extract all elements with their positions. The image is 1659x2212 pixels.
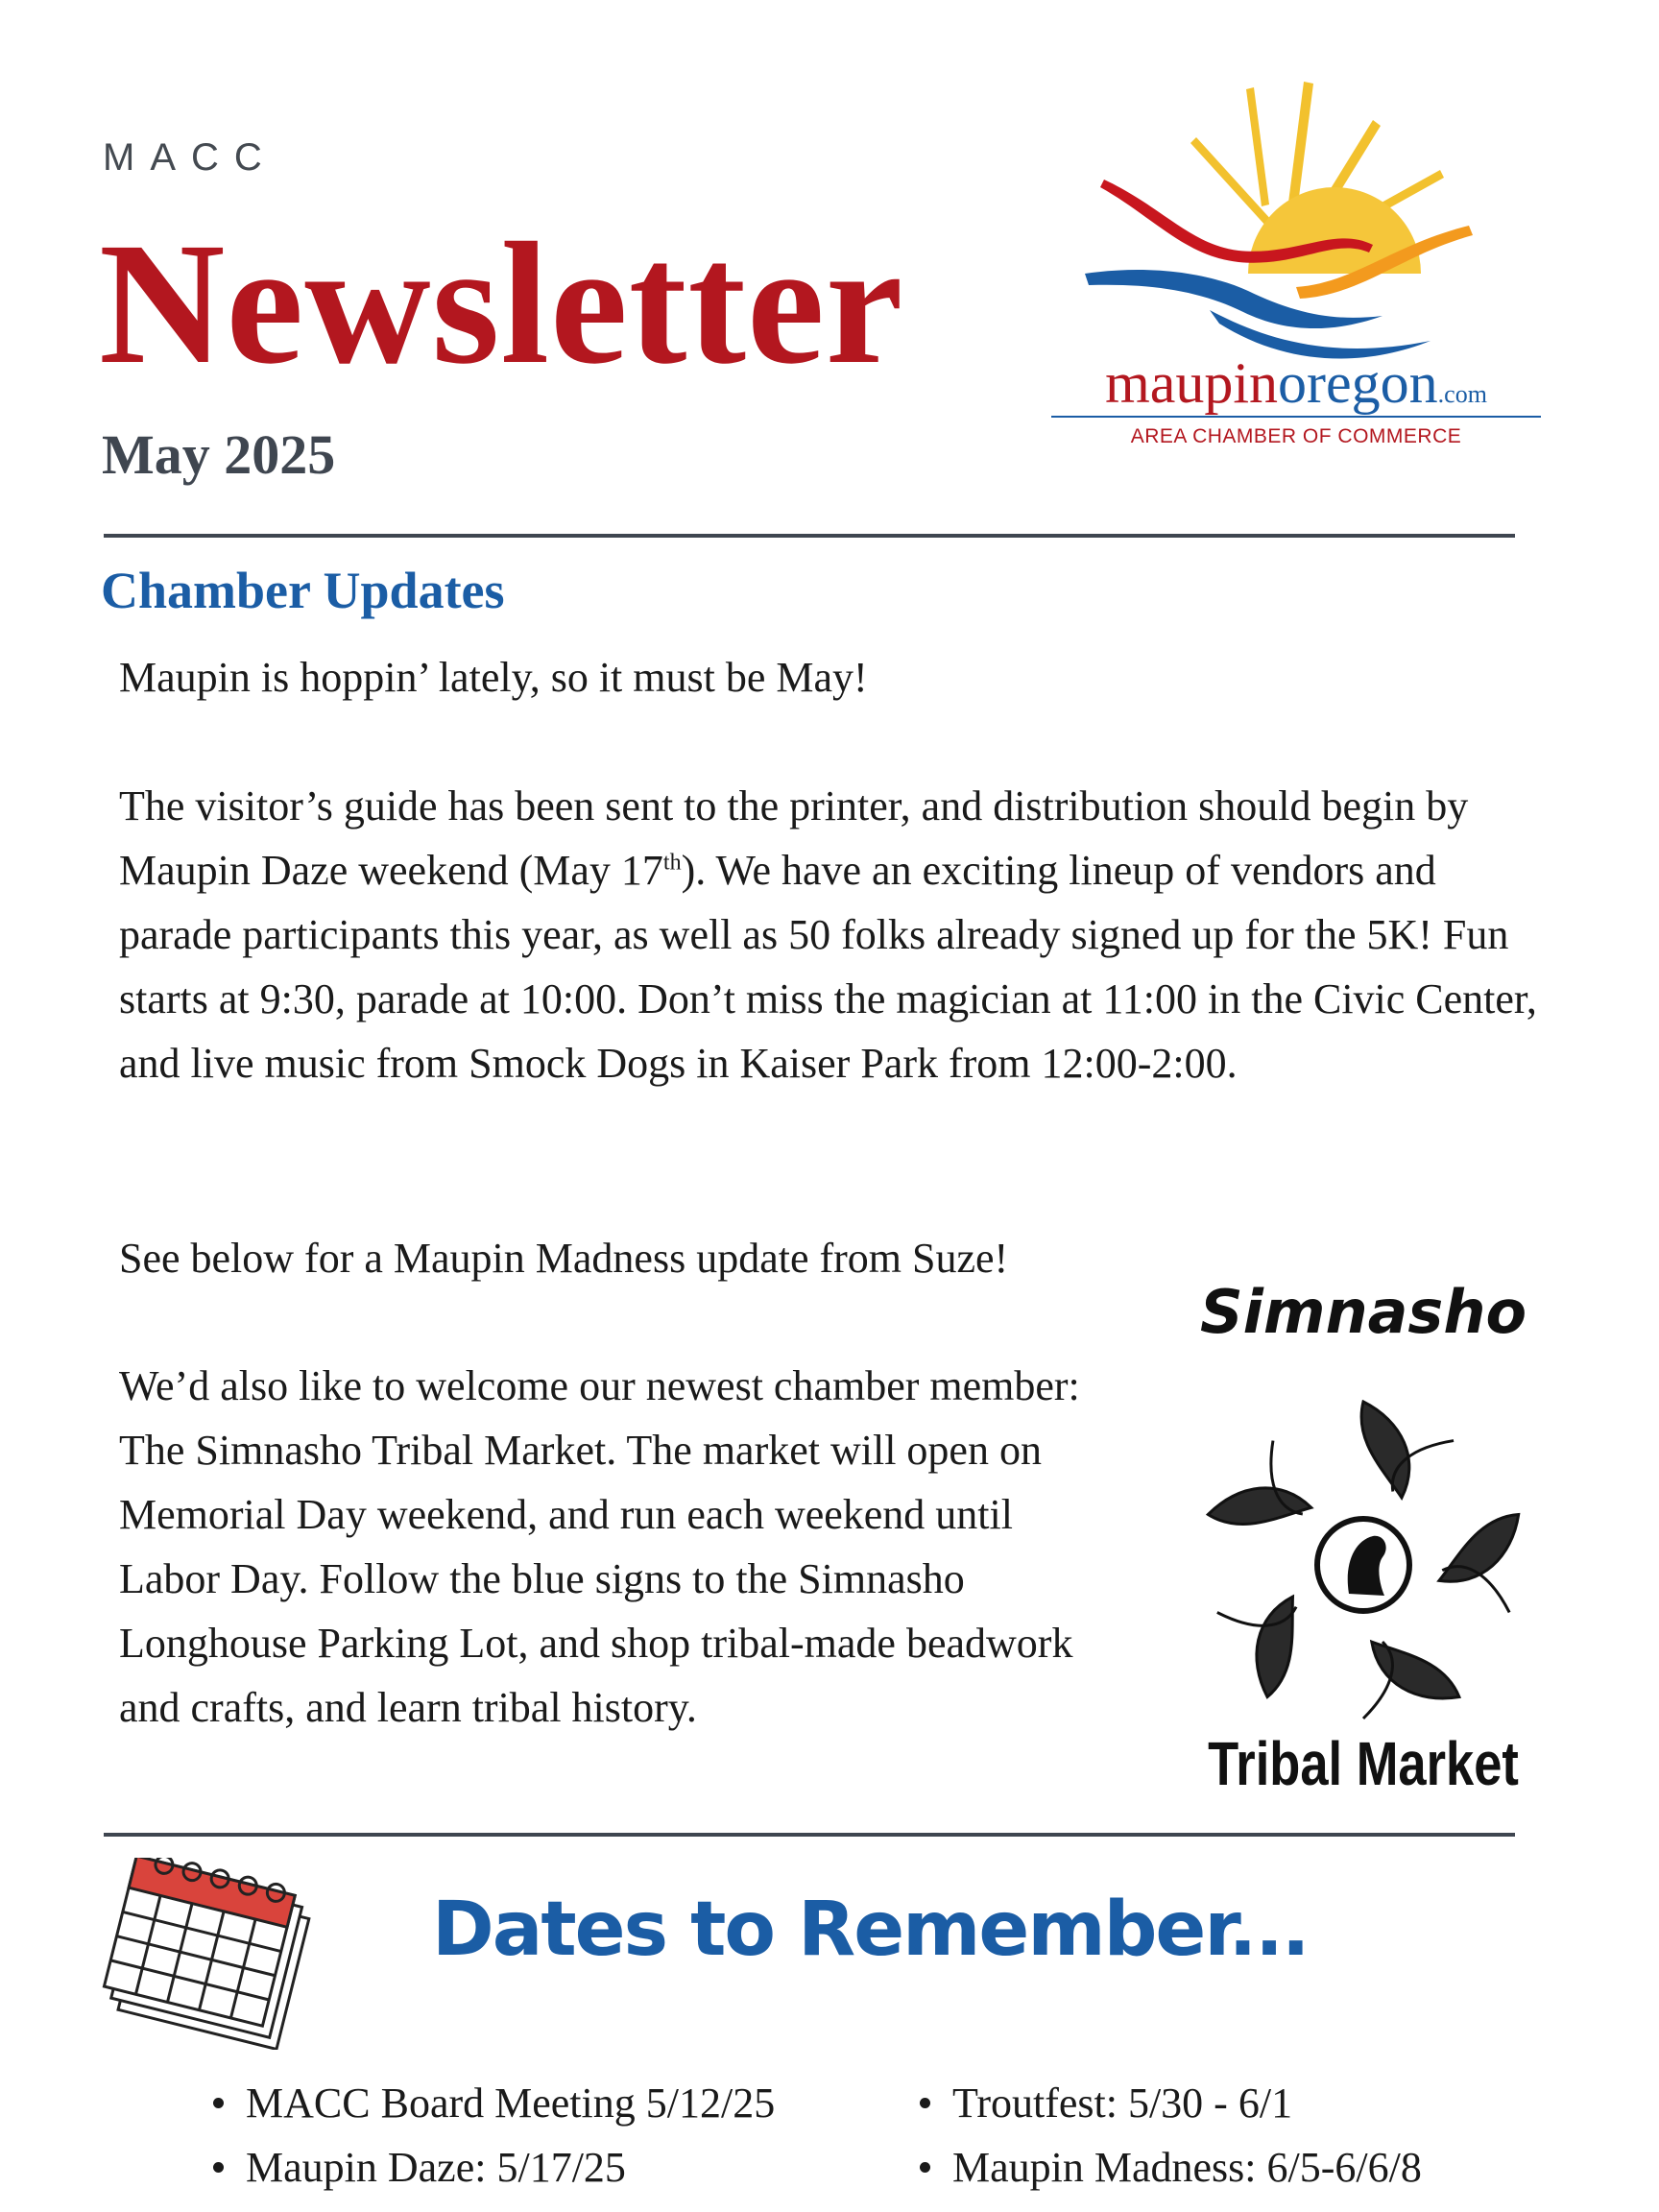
divider-top <box>104 534 1515 538</box>
paragraph-intro: Maupin is hoppin’ lately, so it must be May! <box>119 654 868 701</box>
section-heading: Chamber Updates <box>101 562 505 619</box>
date-item: Maupin Daze: 5/17/25 <box>213 2135 775 2200</box>
date-item: Troutfest: 5/30 - 6/1 <box>920 2071 1422 2135</box>
calendar-icon <box>77 1858 346 2050</box>
logo-underline <box>1051 416 1541 418</box>
paragraph-visitor-guide-a: The visitor’s guide has been sent to the printer, and distribution should begin by Maupin Daze weekend (May 17 <box>119 782 1469 894</box>
dates-list-left <box>213 2071 775 2200</box>
ordinal-suffix: th <box>662 850 682 876</box>
date-item: MACC Board Meeting 5/12/25 <box>213 2071 775 2135</box>
simnasho-title: Simnasho <box>1199 1277 1527 1347</box>
paragraph-visitor-guide <box>119 774 1540 1095</box>
paragraph-visitor-guide-b: ). We have an exciting lineup of vendors and parade participants this year, as well as 50 folks already signed up for the 5K! Fun starts at 9:30, parade at 10:00. Don’t miss the magician at 11:00 in the Civic Center, and live music from Smock Dogs in Kaiser Park from 12:00-2:00. <box>119 847 1537 1087</box>
logo-subtitle: AREA CHAMBER OF COMMERCE <box>1130 425 1462 447</box>
logo-word-part1: maupin <box>1105 351 1279 415</box>
date-item: Maupin Madness: 6/5-6/6/8 <box>920 2135 1422 2200</box>
issue-date: May 2025 <box>102 423 336 486</box>
logo-word-part2: oregon <box>1278 351 1438 415</box>
divider-bottom <box>104 1833 1515 1837</box>
dates-heading: Dates to Remember... <box>432 1887 1309 1973</box>
newsletter-title: Newsletter <box>99 207 904 400</box>
paragraph-madness-note: See below for a Maupin Madness update from Suze! <box>119 1235 1009 1282</box>
logo-wordmark <box>1046 350 1546 417</box>
logo-word-suffix: .com <box>1437 380 1487 408</box>
simnasho-subtitle: Tribal Market <box>1208 1729 1519 1798</box>
dates-list-right <box>920 2071 1422 2200</box>
newsletter-kicker: MACC <box>103 136 277 179</box>
paragraph-simnasho: We’d also like to welcome our newest chamber member: The Simnasho Tribal Market. The market will open on Memorial Day weekend, and run each weekend until Labor Day. Follow the blue signs to the Simnasho Longhouse Parking Lot, and shop tribal-made beadwork and crafts, and learn tribal history. <box>119 1362 1080 1731</box>
